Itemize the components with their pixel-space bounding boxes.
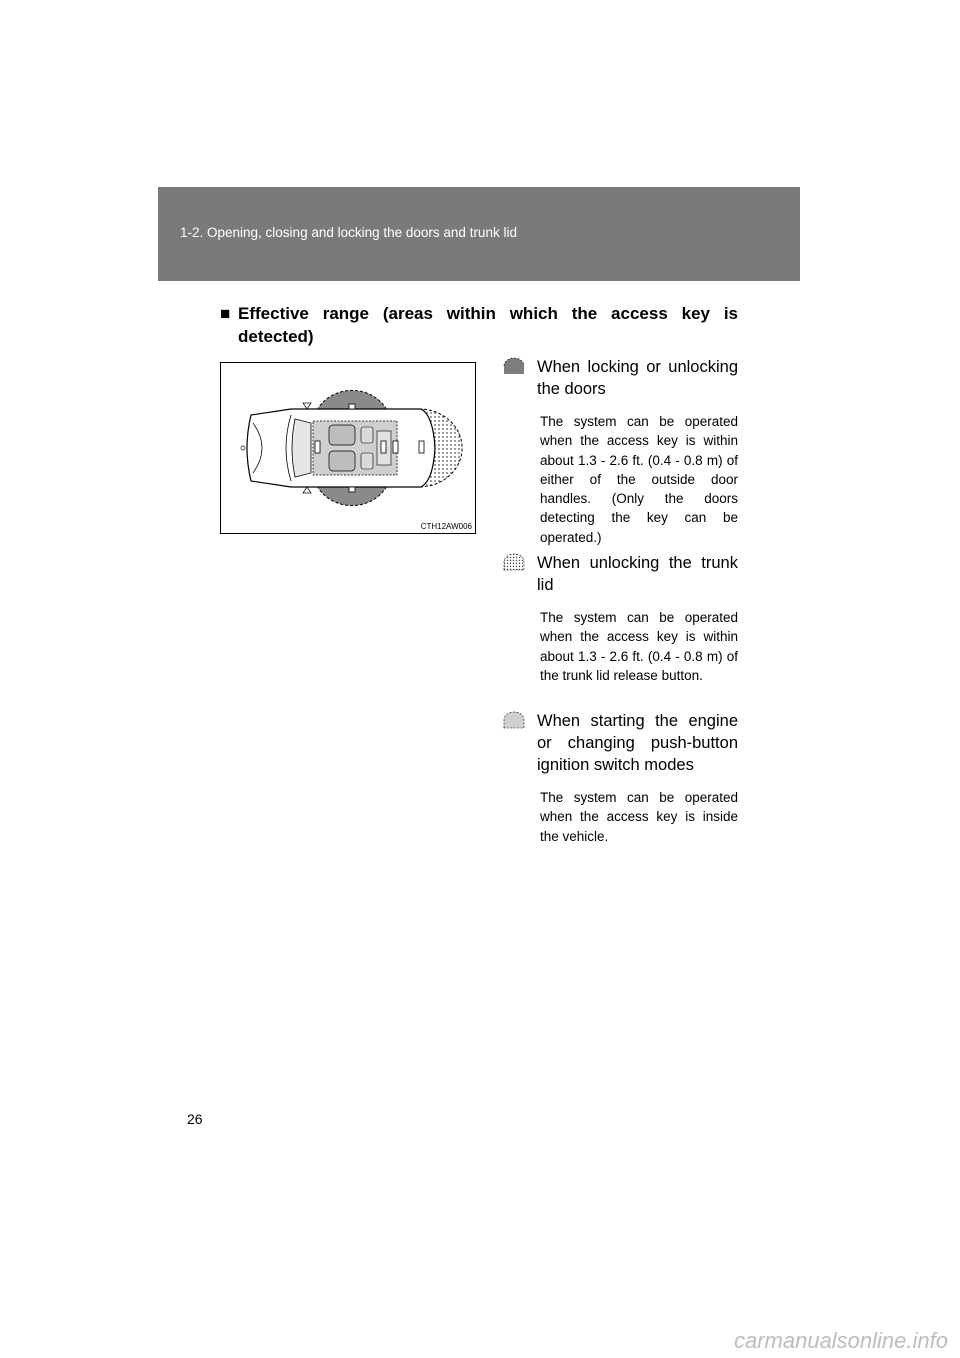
car-top-view-illustration <box>221 363 475 533</box>
section-title: 1-2. Opening, closing and locking the doors and trunk lid <box>180 225 517 240</box>
legend-title: When locking or unlocking the doors <box>537 358 738 398</box>
dotted-area-icon <box>503 553 525 571</box>
solid-area-icon <box>503 357 525 375</box>
legend-item-engine <box>503 710 738 846</box>
legend-item-trunk <box>503 552 738 685</box>
page-number: 26 <box>187 1111 203 1127</box>
watermark-text: carmanualsonline.info <box>733 1328 948 1353</box>
legend-title: When starting the engine or changing push-button ignition switch modes <box>537 712 738 774</box>
square-bullet-icon: ■ <box>220 304 231 323</box>
legend-description: The system can be operated when the access key is within about 1.3 - 2.6 ft. (0.4 - 0.8 m) of either of the outside door handles. (Only the doors detecting the key can be operated.) <box>540 414 738 545</box>
heading-text: Effective range (areas within which the access key is detected) <box>238 304 738 346</box>
figure-code: CTH12AW006 <box>420 522 472 531</box>
legend-item-doors <box>503 356 738 547</box>
range-diagram <box>220 362 476 534</box>
legend-description: The system can be operated when the access key is within about 1.3 - 2.6 ft. (0.4 - 0.8 m) of the trunk lid release button. <box>540 610 738 683</box>
legend-title: When unlocking the trunk lid <box>537 554 738 594</box>
section-header-bar <box>158 187 800 281</box>
section-heading <box>220 302 738 348</box>
legend-description: The system can be operated when the access key is inside the vehicle. <box>540 790 738 844</box>
interior-area-icon <box>503 711 525 729</box>
